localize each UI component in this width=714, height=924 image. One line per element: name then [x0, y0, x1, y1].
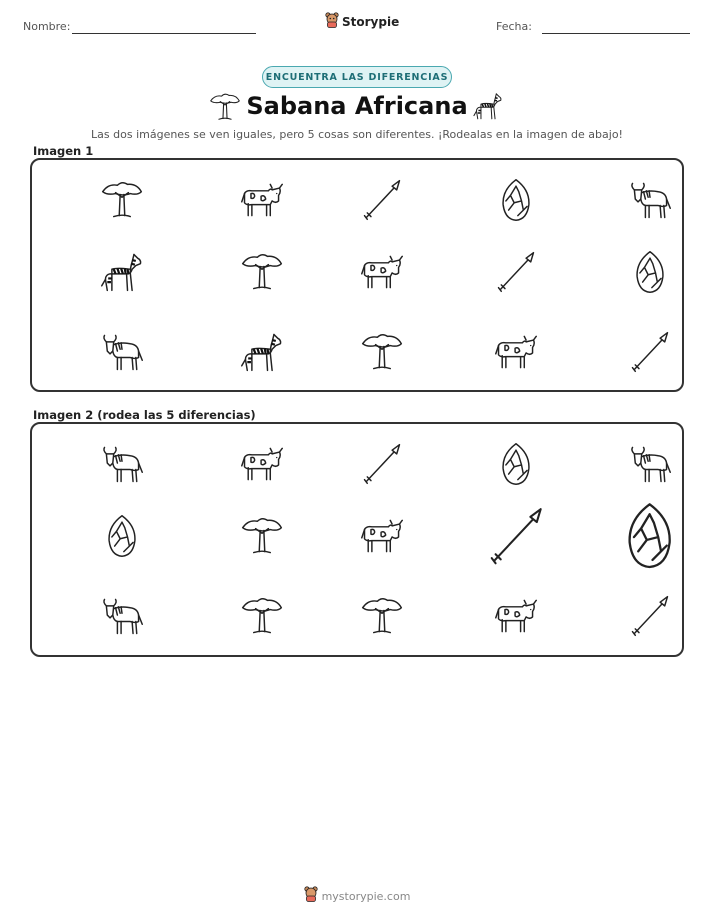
instructions: Las dos imágenes se ven iguales, pero 5 cosas son diferentes. ¡Rodealas en la imagen de abajo!	[91, 128, 623, 141]
cow-icon	[493, 329, 539, 375]
image2-label: Imagen 2 (rodea las 5 diferencias)	[33, 408, 256, 422]
wildebeest-icon[interactable]	[99, 593, 145, 639]
cow-icon[interactable]	[493, 593, 539, 639]
cow-icon	[239, 177, 285, 223]
tree-icon[interactable]	[239, 513, 285, 559]
page-title: Sabana Africana	[246, 92, 468, 120]
spear-icon[interactable]	[627, 593, 673, 639]
tree-icon[interactable]	[359, 593, 405, 639]
brand-logo	[325, 12, 399, 32]
image1-label: Imagen 1	[33, 144, 94, 158]
date-label: Fecha:	[496, 20, 532, 33]
spear-icon	[493, 249, 539, 295]
cow-icon[interactable]	[359, 513, 405, 559]
stone-icon[interactable]	[99, 513, 145, 559]
zebra-icon	[99, 249, 145, 295]
spear-icon	[359, 177, 405, 223]
zebra-icon	[472, 90, 504, 120]
zebra-icon	[239, 329, 285, 375]
wildebeest-icon[interactable]	[99, 441, 145, 487]
image1-panel	[30, 158, 684, 392]
footer-url: mystorypie.com	[321, 889, 411, 903]
footer	[0, 886, 714, 906]
date-field[interactable]	[542, 33, 690, 34]
wildebeest-icon	[99, 329, 145, 375]
stone-icon[interactable]	[614, 500, 685, 571]
stone-icon	[627, 249, 673, 295]
wildebeest-icon[interactable]	[627, 441, 673, 487]
tree-icon	[99, 177, 145, 223]
tree-icon	[359, 329, 405, 375]
spear-icon[interactable]	[359, 441, 405, 487]
tree-icon[interactable]	[239, 593, 285, 639]
spear-icon	[627, 329, 673, 375]
wildebeest-icon	[627, 177, 673, 223]
cow-icon[interactable]	[239, 441, 285, 487]
tree-icon	[239, 249, 285, 295]
activity-badge: ENCUENTRA LAS DIFERENCIAS	[262, 66, 452, 88]
spear-icon[interactable]	[484, 504, 548, 568]
bear-icon	[304, 886, 318, 906]
name-field[interactable]	[72, 33, 256, 34]
cow-icon	[359, 249, 405, 295]
image2-panel[interactable]	[30, 422, 684, 657]
stone-icon[interactable]	[493, 441, 539, 487]
name-label: Nombre:	[23, 20, 71, 33]
brand-name: Storypie	[342, 15, 400, 29]
bear-icon	[325, 12, 339, 32]
stone-icon	[493, 177, 539, 223]
